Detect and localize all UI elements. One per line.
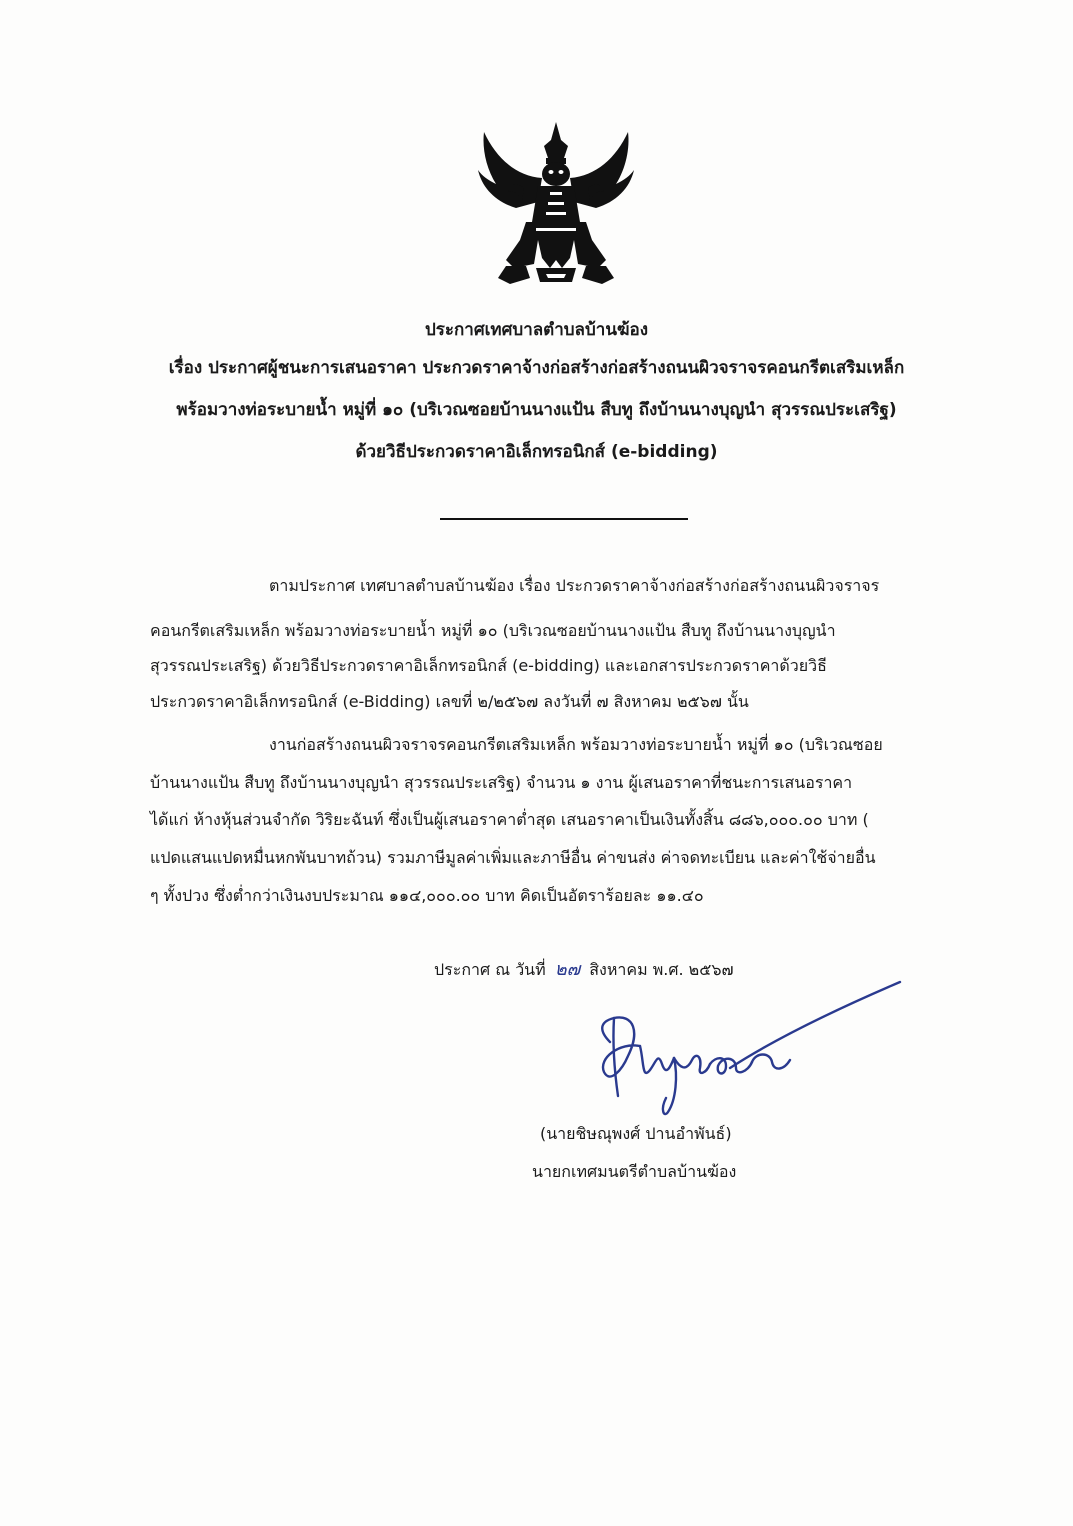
subject-line-1: เรื่อง ประกาศผู้ชนะการเสนอราคา ประกวดราคาจ้างก่อสร้างก่อสร้างถนนผิวจราจรคอนกรีตเสริมเหล็ก [168,358,905,378]
document-title: ประกาศเทศบาลตำบลบ้านฆ้อง [424,320,649,340]
announcement-prefix: ประกาศ ณ วันที่ [434,960,546,979]
paragraph-2-line-5: ๆ ทั้งปวง ซึ่งต่ำกว่าเงินงบประมาณ ๑๑๔,๐๐๐.๐๐ บาท คิดเป็นอัตราร้อยละ ๑๑.๔๐ [150,886,704,905]
paragraph-2-line-4: แปดแสนแปดหมื่นหกพันบาทถ้วน) รวมภาษีมูลค่าเพิ่มและภาษีอื่น ค่าขนส่ง ค่าจดทะเบียน และค่าใช้จ่ายอื่น [150,848,876,867]
handwritten-day: ๒๗ [554,959,581,980]
signer-name: (นายชิษณุพงศ์ ปานอำพันธ์) [540,1124,732,1143]
paragraph-2-line-2: บ้านนางแป้น สืบทู ถึงบ้านนางบุญนำ สุวรรณประเสริฐ) จำนวน ๑ งาน ผู้เสนอราคาที่ชนะการเสนอราคา [150,773,853,792]
paragraph-1-line-3: สุวรรณประเสริฐ) ด้วยวิธีประกวดราคาอิเล็กทรอนิกส์ (e-bidding) และเอกสารประกวดราคาด้วยวิธี [150,656,827,675]
paragraph-1-line-4: ประกวดราคาอิเล็กทรอนิกส์ (e-Bidding) เลขที่ ๒/๒๕๖๗ ลงวันที่ ๗ สิงหาคม ๒๕๖๗ นั้น [150,692,749,711]
signer-position: นายกเทศมนตรีตำบลบ้านฆ้อง [532,1162,737,1181]
paragraph-2-line-3: ได้แก่ ห้างหุ้นส่วนจำกัด วิริยะฉันท์ ซึ่งเป็นผู้เสนอราคาต่ำสุด เสนอราคาเป็นเงินทั้งสิ้น ๘๘๖,๐๐๐.๐๐ บาท ( [150,810,869,829]
handwritten-signature [580,972,920,1122]
title-divider [440,518,688,520]
paragraph-1-line-1: ตามประกาศ เทศบาลตำบลบ้านฆ้อง เรื่อง ประกวดราคาจ้างก่อสร้างก่อสร้างถนนผิวจราจร [269,576,880,595]
announcement-month-year: สิงหาคม พ.ศ. ๒๕๖๗ [589,960,734,979]
subject-line-2: พร้อมวางท่อระบายน้ำ หมู่ที่ ๑๐ (บริเวณซอยบ้านนางแป้น สืบทู ถึงบ้านนางบุญนำ สุวรรณประเสริฐ) [176,400,897,420]
garuda-emblem-icon [476,118,636,286]
paragraph-2-line-1: งานก่อสร้างถนนผิวจราจรคอนกรีตเสริมเหล็ก พร้อมวางท่อระบายน้ำ หมู่ที่ ๑๐ (บริเวณซอย [269,735,883,754]
subject-line-3: ด้วยวิธีประกวดราคาอิเล็กทรอนิกส์ (e-bidding) [355,442,718,462]
paragraph-1-line-2: คอนกรีตเสริมเหล็ก พร้อมวางท่อระบายน้ำ หมู่ที่ ๑๐ (บริเวณซอยบ้านนางแป้น สืบทู ถึงบ้านนางบุญนำ [150,621,836,640]
